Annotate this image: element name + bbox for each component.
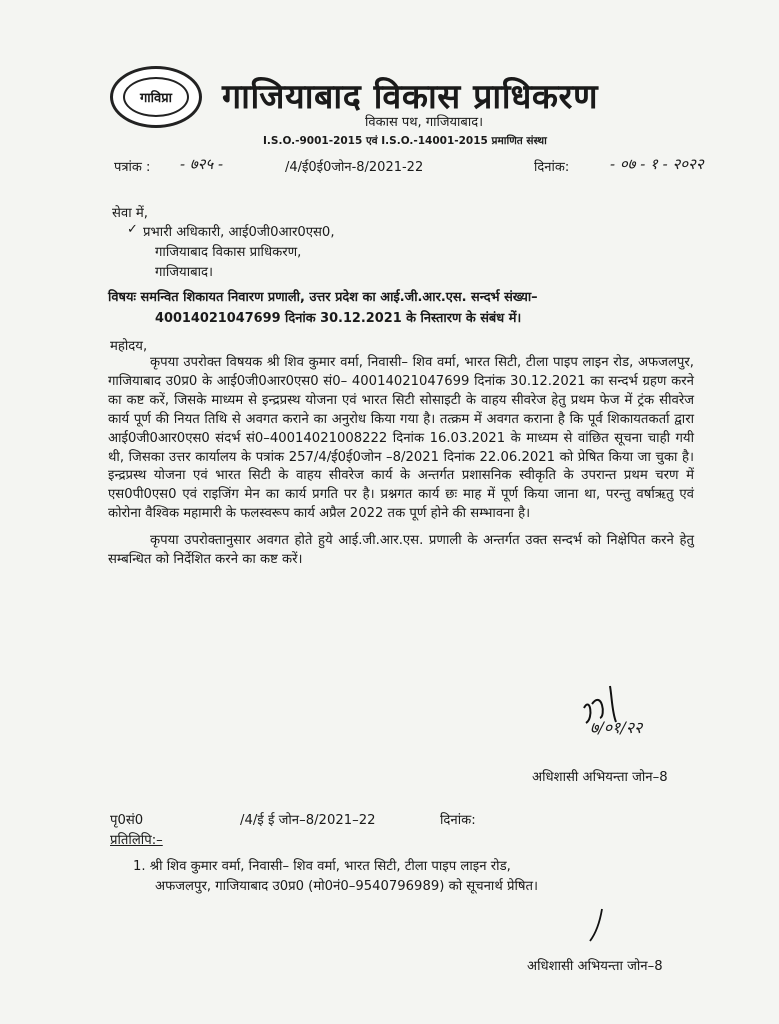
signature-2-designation: अधिशासी अभियन्ता जोन–8 <box>527 959 663 974</box>
body-paragraph-2: कृपया उपरोक्तानुसार अवगत होते हुये आई.जी.आर.एस. प्रणाली के अन्तर्गत उक्त सन्दर्भ को निक्षेपित करने हेतु सम्बन्धित को निर्देशित करने का कष्ट करें। <box>108 533 694 568</box>
iso-certification: I.S.O.-9001-2015 एवं I.S.O.-14001-2015 प्रमाणित संस्था <box>263 135 547 147</box>
org-name: गाजियाबाद विकास प्राधिकरण <box>222 77 599 117</box>
org-address: विकास पथ, गाजियाबाद। <box>365 115 484 130</box>
body-text <box>108 354 694 570</box>
copy-ref-number: /4/ई ई जोन–8/2021–22 <box>240 813 376 828</box>
addressee-line2: गाजियाबाद विकास प्राधिकरण, <box>155 245 302 260</box>
copy-ref-label: पृ0सं0 <box>110 813 144 828</box>
salutation: सेवा में, <box>112 206 148 221</box>
handwritten-date: - ०७ - १ - २०२२ <box>610 155 704 173</box>
copy-item1-line2: अफजलपुर, गाजियाबाद उ0प्र0 (मो0नं0–9540796989) को सूचनार्थ प्रेषित। <box>155 879 538 894</box>
ref-number: /4/ई0ई0जोन-8/2021-22 <box>285 160 424 175</box>
addressee-line3: गाजियाबाद। <box>155 265 214 280</box>
logo-text: गाविप्रा <box>139 91 173 106</box>
greeting: महोदय, <box>110 339 148 354</box>
gda-logo <box>110 66 202 128</box>
copy-date-label: दिनांक: <box>440 813 476 828</box>
subject-line1: विषयः समन्वित शिकायत निवारण प्रणाली, उत्तर प्रदेश का आई.जी.आर.एस. सन्दर्भ संख्या– <box>108 290 538 305</box>
signature-2 <box>580 905 620 945</box>
subject-line2: 40014021047699 दिनांक 30.12.2021 के निस्तारण के संबंध में। <box>155 311 522 326</box>
copy-item1-line1: 1. श्री शिव कुमार वर्मा, निवासी– शिव वर्मा, भारत सिटी, टीला पाइप लाइन रोड, <box>133 859 511 874</box>
addressee-line1: प्रभारी अधिकारी, आई0जी0आर0एस0, <box>143 225 335 240</box>
pratilipi-heading: प्रतिलिपि:– <box>110 833 163 848</box>
body-paragraph-1: कृपया उपरोक्त विषयक श्री शिव कुमार वर्मा, निवासी– शिव वर्मा, भारत सिटी, टीला पाइप लाइन रोड, अफजलपुर, गाजियाबाद उ0प्र0 के आई0जी0आर0एस0 सं0– 40014021047699 दिनांक 30.12.2021 का सन्दर्भ ग्रहण करने का कष्ट करें, जिसके माध्यम से इन्द्रप्रस्थ योजना एवं भारत सिटी सोसाइटी के वाहय सीवरेज हेतु प्रथम फेज में ट्रंक सीवरेज कार्य पूर्ण की नियत तिथि से अवगत कराने का अनुरोध किया गया है। तत्क्रम में अवगत कराना है कि पूर्व शिकायतकर्ता द्वारा आई0जी0आर0एस0 संदर्भ सं0–40014021008222 दिनांक 16.03.2021 के माध्यम से वांछित सूचना चाही गयी थी, जिसका उत्तर कार्यालय के पत्रांक 257/4/ई0ई0जोन –8/2021 दिनांक 22.06.2021 को प्रेषित किया जा चुका है। इन्द्रप्रस्थ योजना एवं भारत सिटी के वाहय सीवरेज कार्य के अन्तर्गत प्रशासनिक स्वीकृति के उपरान्त प्रथम चरण में एस0पी0एस0 एवं राइजिंग मेन का कार्य प्रगति पर है। प्रश्नगत कार्य छः माह में पूर्ण किया जाना था, परन्तु वर्षाऋतु एवं कोरोना वैश्विक महामारी के फलस्वरूप कार्य अप्रैल 2022 तक पूर्ण होने की सम्भावना है। <box>108 355 694 522</box>
ref-label: पत्रांक : <box>114 160 151 175</box>
signature-1-date: ७/०१/२२ <box>590 718 643 737</box>
tick-mark: ✓ <box>127 222 138 237</box>
handwritten-ref-no: - ७२५ - <box>180 155 224 173</box>
signature-1-designation: अधिशासी अभियन्ता जोन–8 <box>532 770 668 785</box>
logo-emblem <box>123 77 189 117</box>
date-label: दिनांक: <box>534 160 570 175</box>
